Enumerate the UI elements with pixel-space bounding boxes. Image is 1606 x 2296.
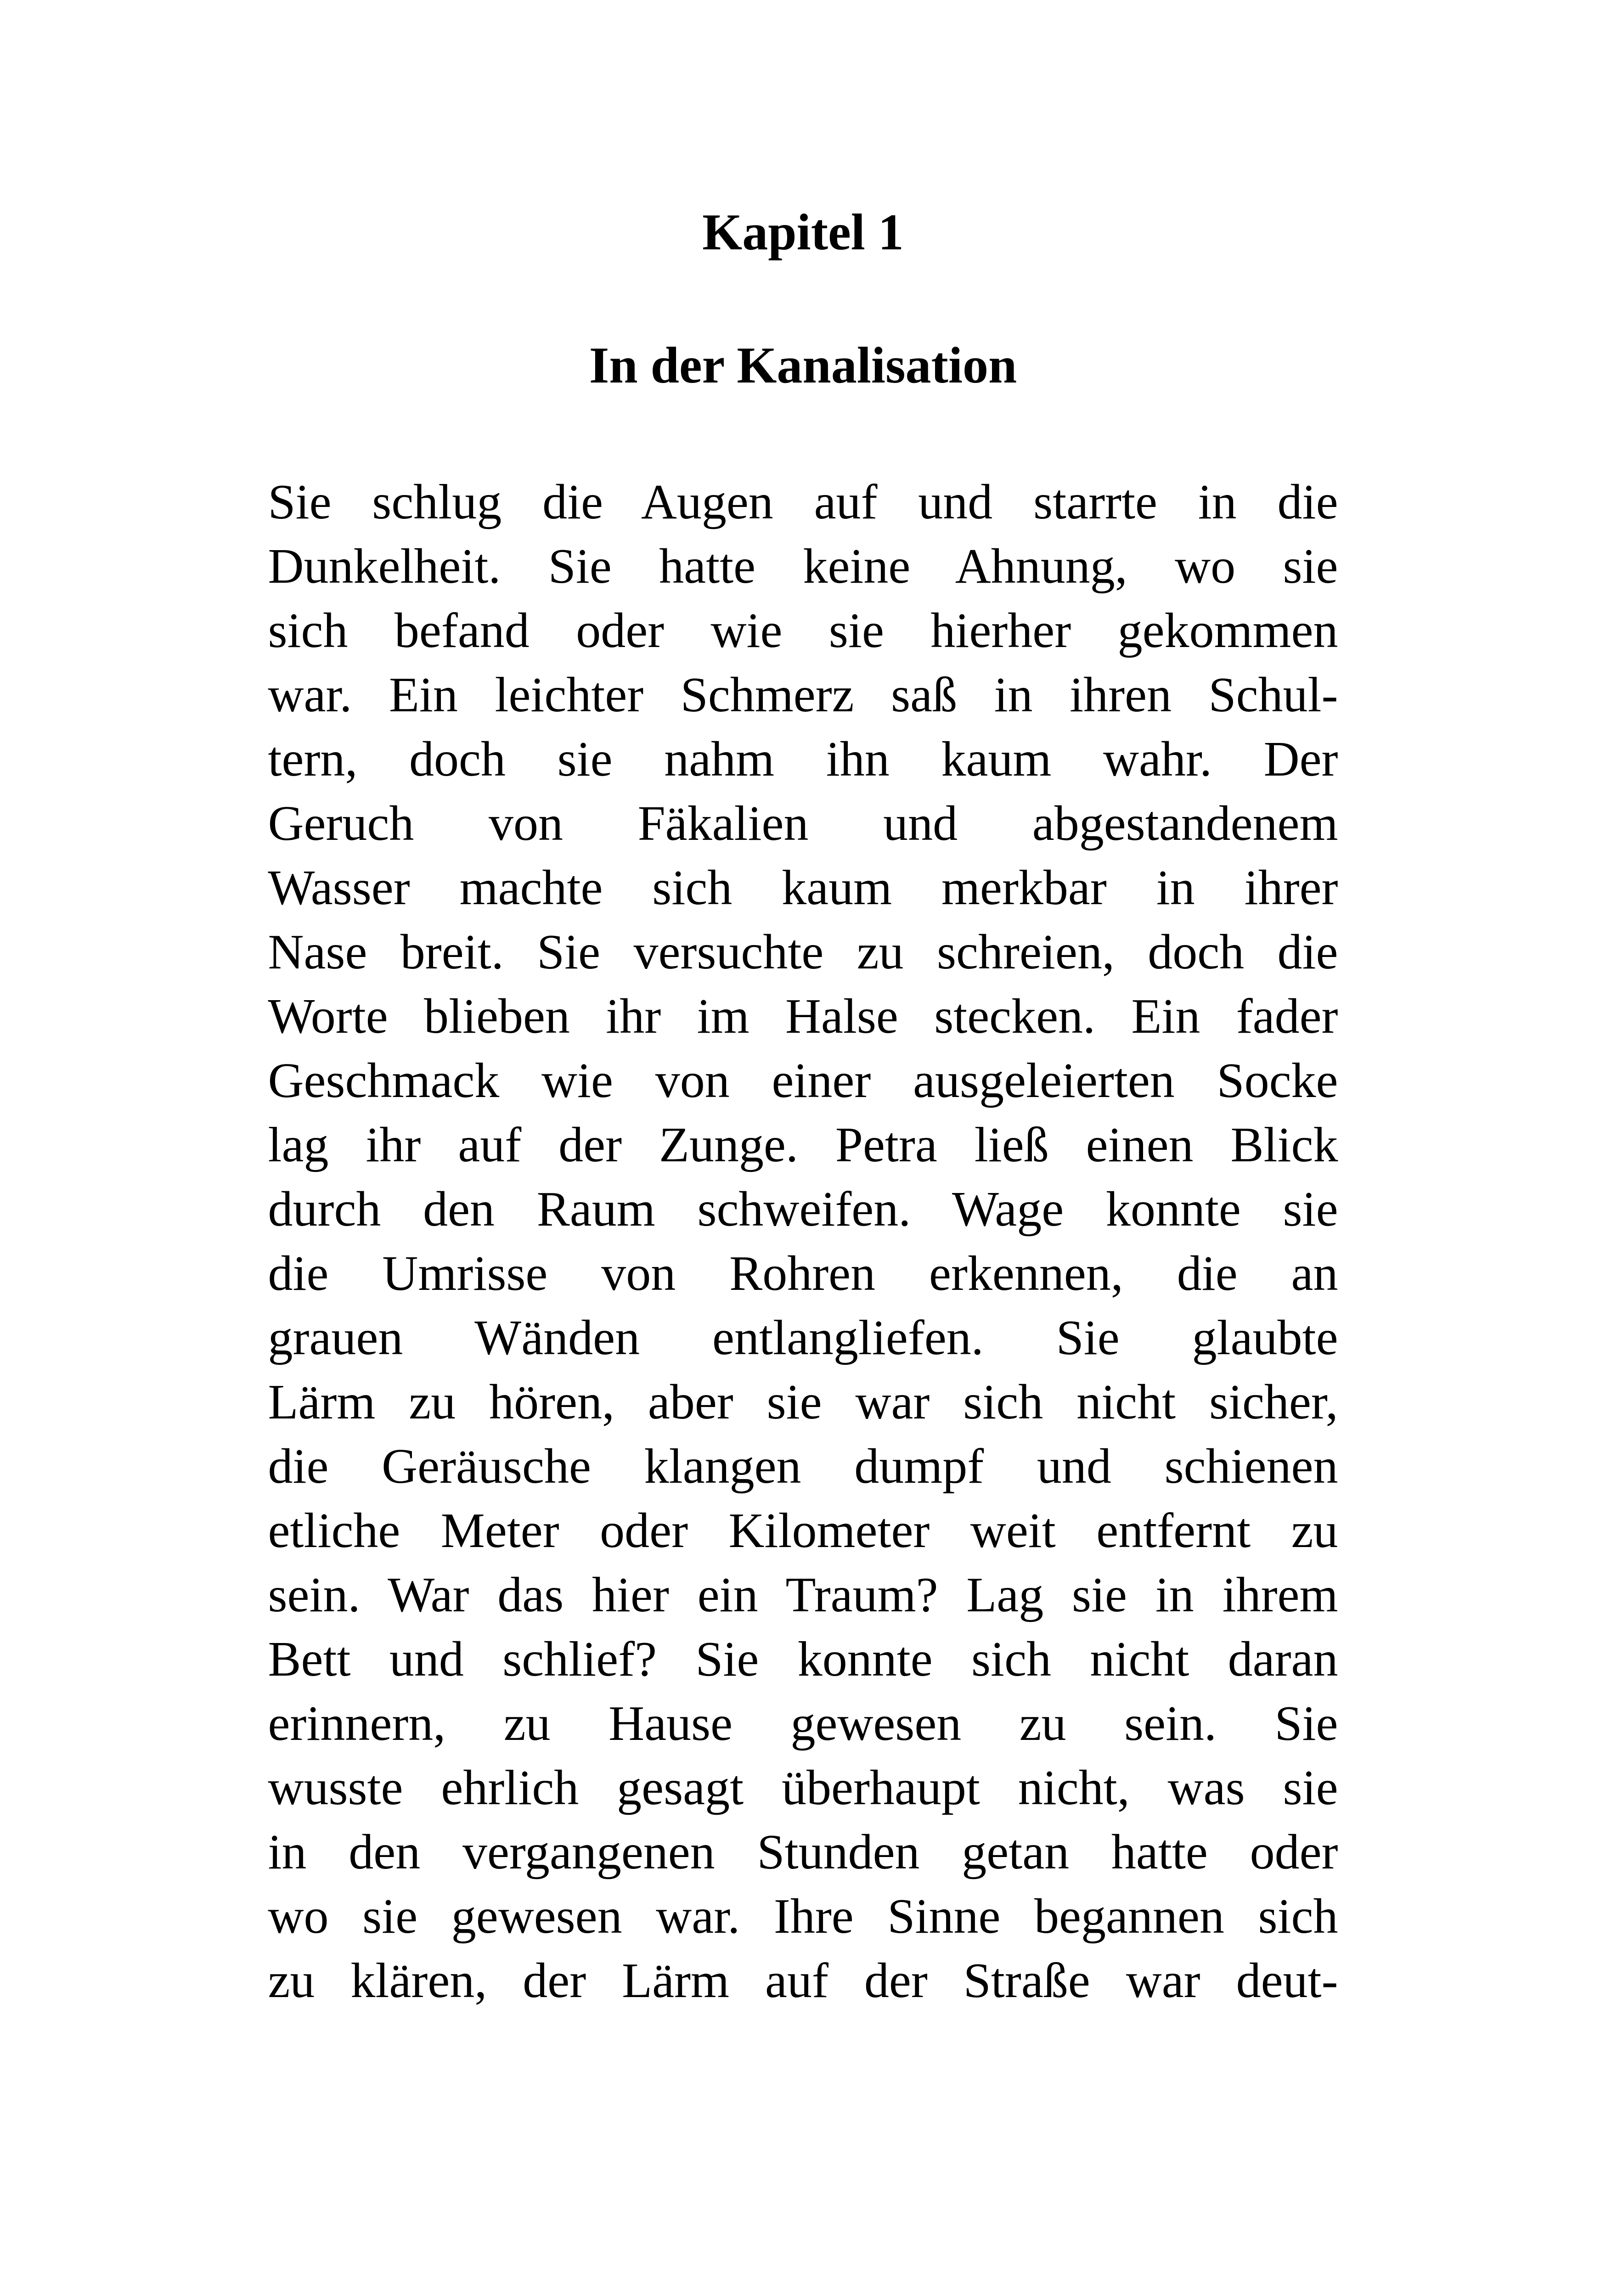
body-line: durch den Raum schweifen. Wage konnte sie	[268, 1182, 1338, 1237]
book-page	[268, 204, 1338, 2013]
section-title: In der Kanalisation	[589, 337, 1017, 394]
body-line: Bett und schlief? Sie konnte sich nicht daran	[268, 1632, 1338, 1687]
body-paragraph	[268, 470, 1338, 2013]
body-line: Nase breit. Sie versuchte zu schreien, doch die	[268, 925, 1338, 979]
body-line: war. Ein leichter Schmerz saß in ihren Schul-	[268, 668, 1338, 722]
body-line: Geruch von Fäkalien und abgestandenem	[268, 796, 1338, 851]
body-line: wo sie gewesen war. Ihre Sinne begannen sich	[268, 1889, 1338, 1944]
body-line: die Geräusche klangen dumpf und schienen	[268, 1439, 1338, 1494]
body-line: Sie schlug die Augen auf und starrte in die	[268, 475, 1338, 529]
body-line: zu klären, der Lärm auf der Straße war deut-	[268, 1953, 1338, 2008]
body-line: die Umrisse von Rohren erkennen, die an	[268, 1246, 1338, 1301]
body-line: tern, doch sie nahm ihn kaum wahr. Der	[268, 732, 1338, 787]
body-line: wusste ehrlich gesagt überhaupt nicht, was sie	[268, 1761, 1338, 1815]
body-line: sich befand oder wie sie hierher gekommen	[268, 603, 1338, 658]
body-line: sein. War das hier ein Traum? Lag sie in ihrem	[268, 1568, 1338, 1622]
body-line: Dunkelheit. Sie hatte keine Ahnung, wo sie	[268, 539, 1338, 594]
chapter-title: Kapitel 1	[702, 204, 904, 261]
body-line: erinnern, zu Hause gewesen zu sein. Sie	[268, 1696, 1338, 1751]
body-line: in den vergangenen Stunden getan hatte oder	[268, 1825, 1338, 1880]
body-line: Wasser machte sich kaum merkbar in ihrer	[268, 861, 1338, 915]
body-line: Worte blieben ihr im Halse stecken. Ein fader	[268, 989, 1338, 1044]
body-line: lag ihr auf der Zunge. Petra ließ einen Blick	[268, 1118, 1338, 1172]
body-line: Lärm zu hören, aber sie war sich nicht sicher,	[268, 1375, 1338, 1429]
body-line: etliche Meter oder Kilometer weit entfernt zu	[268, 1503, 1338, 1558]
body-line: Geschmack wie von einer ausgeleierten Socke	[268, 1053, 1338, 1108]
body-line: grauen Wänden entlangliefen. Sie glaubte	[268, 1311, 1338, 1365]
